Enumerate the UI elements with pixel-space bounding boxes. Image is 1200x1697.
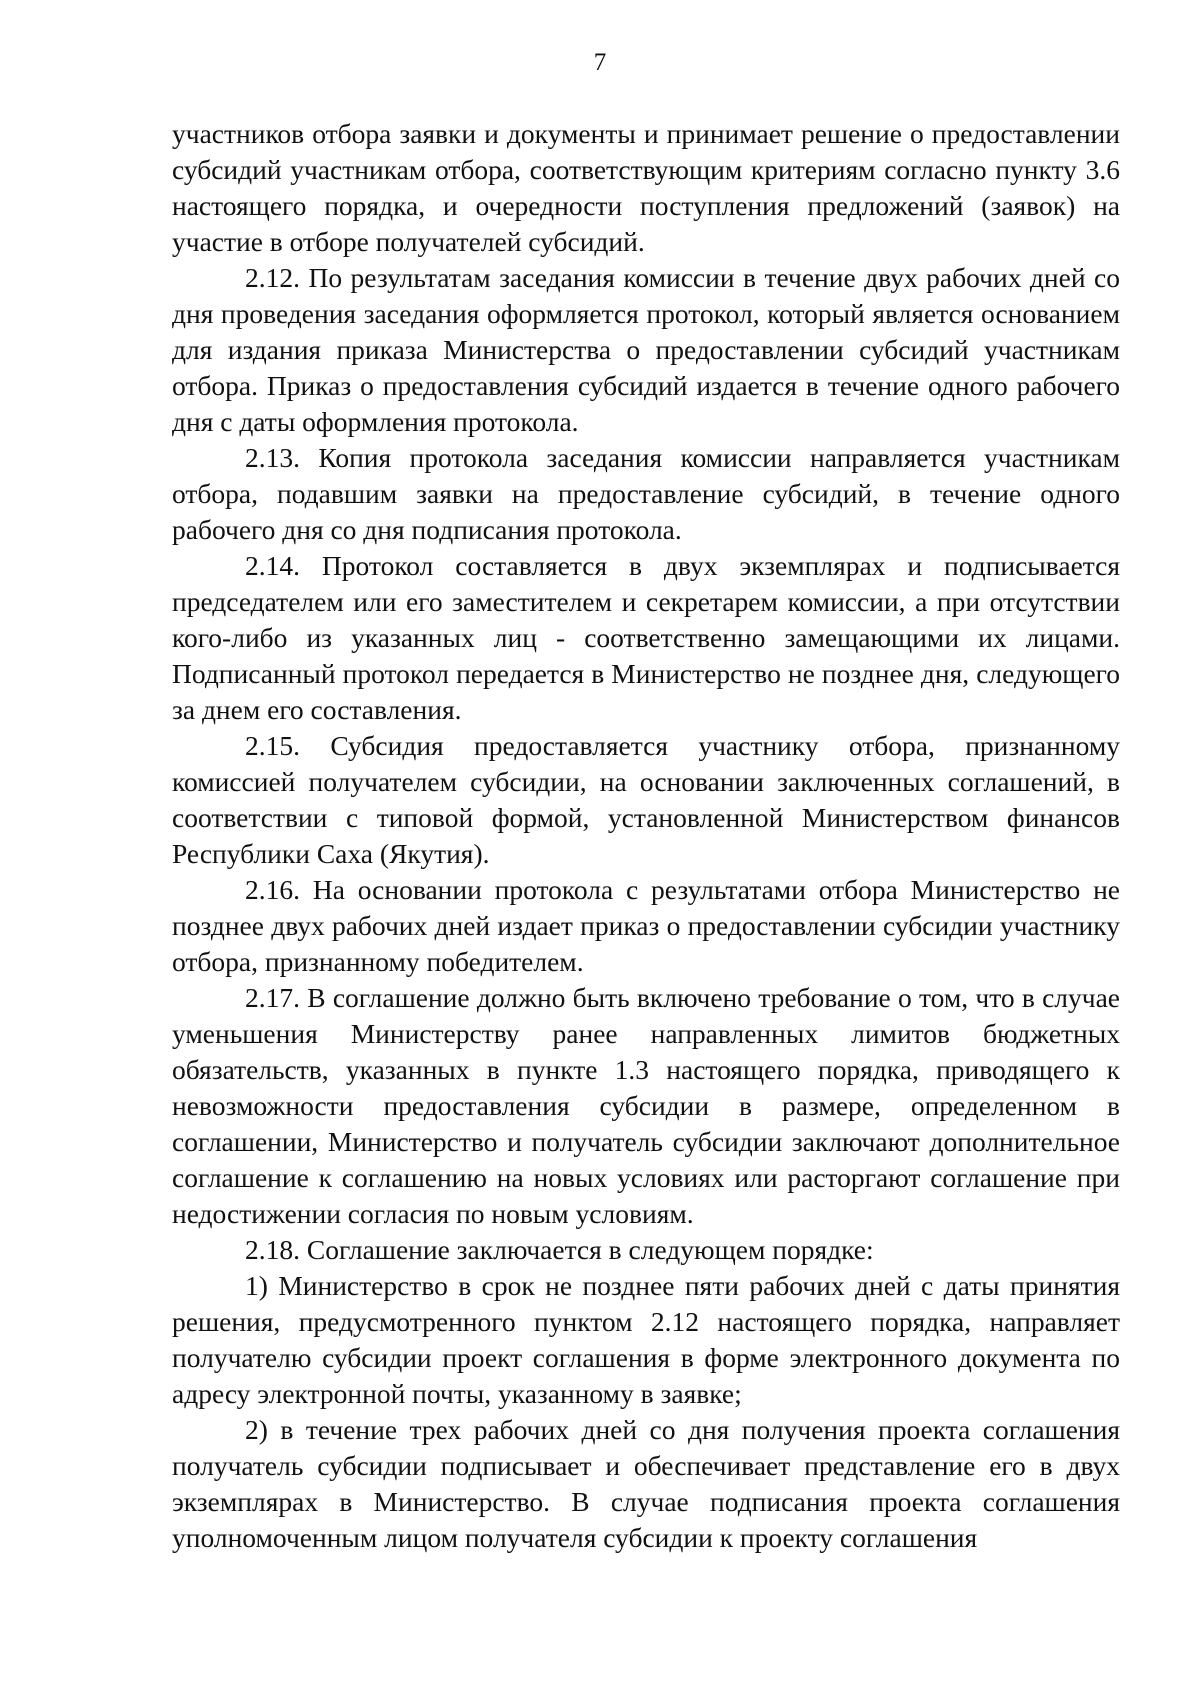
paragraph-2-12: 2.12. По результатам заседания комиссии в течение двух рабочих дней со дня проведения заседания оформляется протокол, который является основанием для издания приказа Министерства о предоставлении субсидий участникам отбора. Приказ о предоставления субсидий издается в течение одного рабочего дня с даты оформления протокола. [172,262,1120,437]
paragraph-2-14: 2.14. Протокол составляется в двух экземплярах и подписывается председателем или его заместителем и секретарем комиссии, а при отсутствии кого-либо из указанных лиц - соответственно замещающими их лицами. Подписанный протокол передается в Министерство не позднее дня, следующего за днем его составления. [172,550,1120,725]
paragraph-continuation: участников отбора заявки и документы и принимает решение о предоставлении субсидий участникам отбора, соответствующим критериям согласно пункту 3.6 настоящего порядка, и очередности поступления предложений (заявок) на участие в отборе получателей субсидий. [172,118,1120,257]
list-item-2: 2) в течение трех рабочих дней со дня получения проекта соглашения получатель субсидии подписывает и обеспечивает представление его в двух экземплярах в Министерство. В случае подписания проекта соглашения уполномоченным лицом получателя субсидии к проекту соглашения [172,1414,1120,1553]
paragraph-2-18: 2.18. Соглашение заключается в следующем порядке: [245,1234,874,1265]
paragraph-2-17: 2.17. В соглашение должно быть включено требование о том, что в случае уменьшения Министерству ранее направленных лимитов бюджетных обязательств, указанных в пункте 1.3 настоящего порядка, приводящего к невозможности предоставления субсидии в размере, определенном в соглашении, Министерство и получатель субсидии заключают дополнительное соглашение к соглашению на новых условиях или расторгают соглашение при недостижении согласия по новым условиям. [172,982,1120,1229]
document-body [172,116,1120,1556]
paragraph-2-13: 2.13. Копия протокола заседания комиссии направляется участникам отбора, подавшим заявки на предоставление субсидий, в течение одного рабочего дня со дня подписания протокола. [172,442,1120,545]
list-item-1: 1) Министерство в срок не позднее пяти рабочих дней с даты принятия решения, предусмотренного пунктом 2.12 настоящего порядка, направляет получателю субсидии проект соглашения в форме электронного документа по адресу электронной почты, указанному в заявке; [172,1270,1120,1409]
page-number: 7 [593,49,607,76]
paragraph-2-16: 2.16. На основании протокола с результатами отбора Министерство не позднее двух рабочих дней издает приказ о предоставлении субсидии участнику отбора, признанному победителем. [172,874,1120,977]
paragraph-2-15: 2.15. Субсидия предоставляется участнику отбора, признанному комиссией получателем субсидии, на основании заключенных соглашений, в соответствии с типовой формой, установленной Министерством финансов Республики Саха (Якутия). [172,730,1120,869]
